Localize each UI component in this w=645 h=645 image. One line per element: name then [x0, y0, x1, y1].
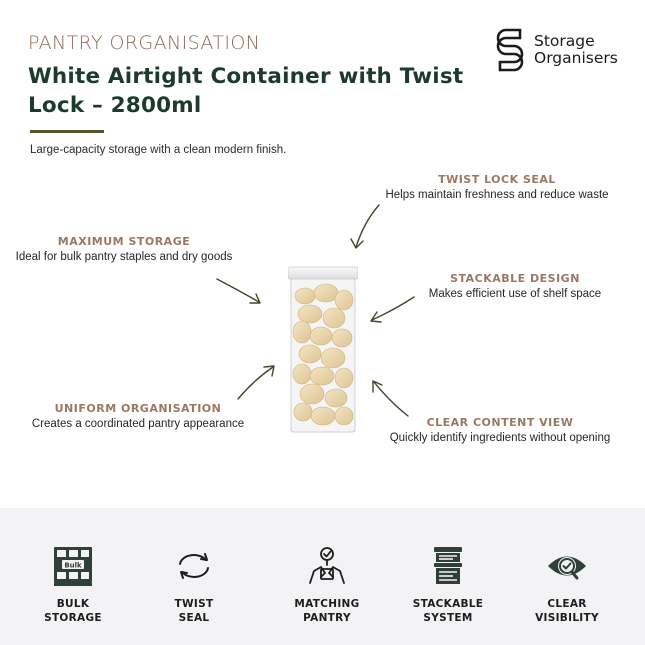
arrow-clear-view [373, 381, 408, 416]
svg-text:Bulk: Bulk [64, 561, 82, 570]
feature-heading: TWIST LOCK SEAL [438, 173, 556, 186]
feature-heading: CLEAR CONTENT VIEW [426, 416, 574, 429]
benefit-label-line2: VISIBILITY [535, 612, 599, 624]
benefit-label-line1: TWIST [174, 598, 214, 610]
benefit-label-line2: STORAGE [44, 612, 102, 624]
eye-check-icon [546, 545, 588, 587]
benefit-label-line2: PANTRY [303, 612, 351, 624]
benefit-stackable-system [393, 545, 503, 625]
product-title: White Airtight Container with Twist Lock – 2800ml [28, 64, 464, 118]
arrow-max-storage [217, 279, 260, 303]
feature-heading: UNIFORM ORGANISATION [54, 402, 222, 415]
benefit-label-line2: SYSTEM [423, 612, 473, 624]
feature-heading: MAXIMUM STORAGE [57, 235, 191, 248]
benefit-label [393, 597, 503, 625]
benefit-label [272, 597, 382, 625]
arrow-uniform [238, 366, 274, 399]
benefit-label-line1: MATCHING [294, 598, 360, 610]
arrow-twist-lock [351, 205, 379, 248]
benefit-label-line1: BULK [56, 598, 90, 610]
matching-hands-icon [306, 545, 348, 587]
benefit-twist-seal [139, 545, 249, 625]
eyebrow-label: PANTRY ORGANISATION [28, 32, 261, 54]
bulk-crates-icon [52, 545, 94, 587]
benefit-label-line1: STACKABLE [412, 598, 484, 610]
intro-text: Large-capacity storage with a clean modern finish. [30, 144, 287, 156]
benefit-bulk-storage [18, 545, 128, 625]
feature-description: Creates a coordinated pantry appearance [31, 418, 245, 430]
feature-heading: STACKABLE DESIGN [450, 272, 580, 285]
brand-name-line1: Storage [534, 32, 595, 50]
feature-description: Makes efficient use of shelf space [428, 288, 602, 300]
benefit-matching-pantry [272, 545, 382, 625]
feature-description: Quickly identify ingredients without opening [389, 432, 611, 444]
benefit-label [18, 597, 128, 625]
brand-name-line2: Organisers [534, 49, 618, 67]
stacked-containers-icon [427, 545, 469, 587]
benefit-label [512, 597, 622, 625]
arrow-stackable [371, 297, 414, 322]
benefit-label-line1: CLEAR [547, 598, 587, 610]
twist-arrows-icon [173, 545, 215, 587]
feature-description: Helps maintain freshness and reduce waste [385, 189, 609, 201]
benefit-label [139, 597, 249, 625]
benefit-label-line2: SEAL [178, 612, 210, 624]
product-container-image [288, 266, 358, 434]
feature-description: Ideal for bulk pantry staples and dry goods [15, 251, 233, 263]
benefit-clear-visibility [512, 545, 622, 625]
